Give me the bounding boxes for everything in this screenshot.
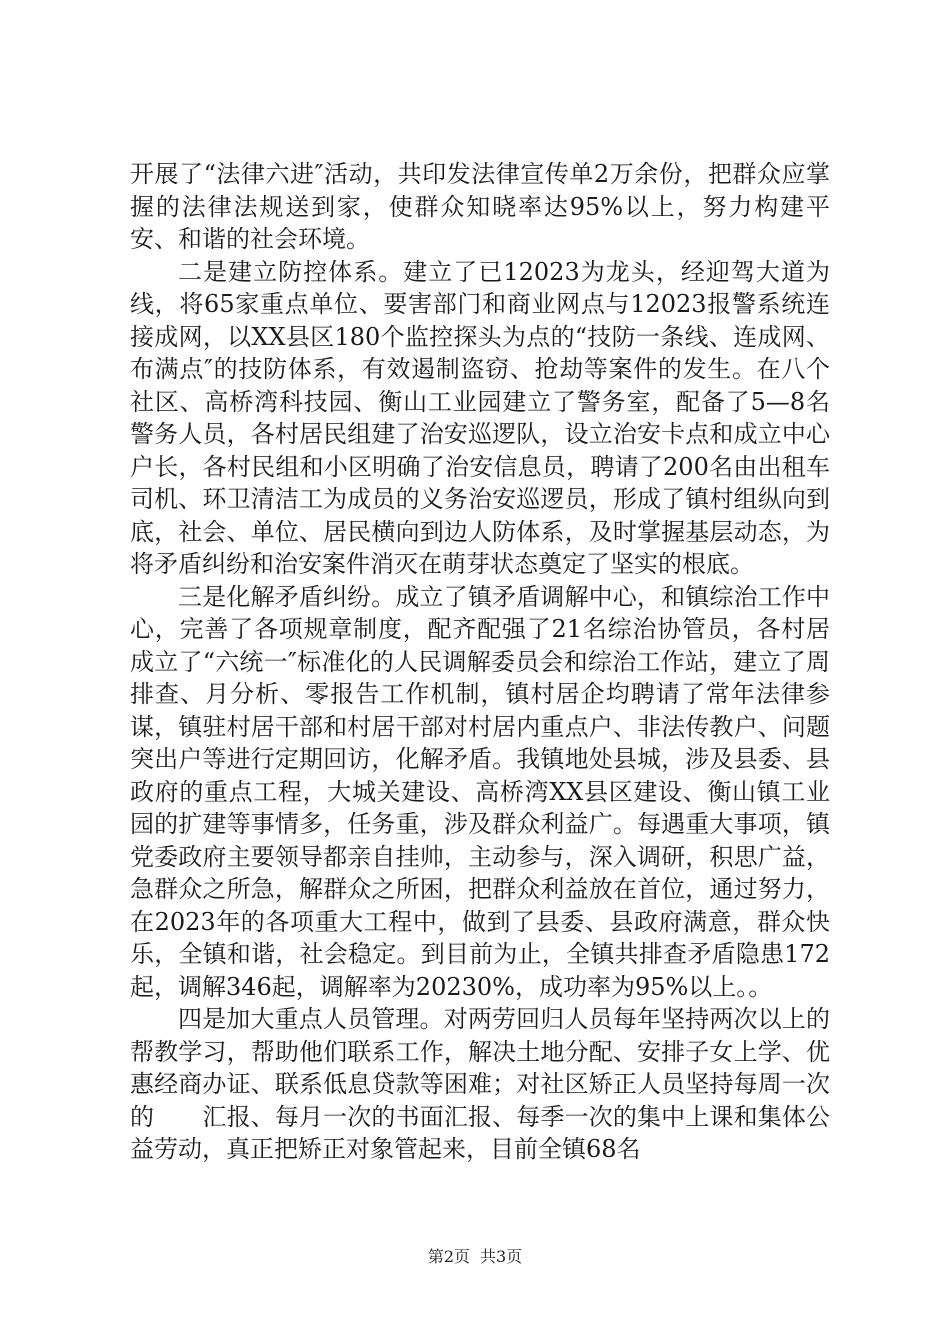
paragraph-continuation: 开展了“法律六进″活动，共印发法律宣传单2万余份，把群众应掌握的法律法规送到家，使群众知晓率达95%以上，努力构建平安、和谐的社会环境。: [130, 160, 830, 253]
paragraph-key-personnel: 四是加大重点人员管理。对两劳回归人员每年坚持两次以上的帮教学习，帮助他们联系工作，解决土地分配、安排子女上学、优惠经商办证、联系低息贷款等困难；对社区矫正人员坚持每周一次的 汇报、每月一次的书面汇报、每季一次的集中上课和集体公益劳动，真正把矫正对象管起来，目前全镇68名: [130, 1005, 830, 1163]
page-number: 第2页: [427, 1247, 470, 1266]
paragraph-prevention-system: 二是建立防控体系。建立了已12023为龙头，经迎驾大道为线，将65家重点单位、要害部门和商业网点与12023报警系统连接成网，以XX县区180个监控探头为点的“技防一条线、连成网、布满点″的技防体系，有效遏制盗窃、抢劫等案件的发生。在八个社区、高桥湾科技园、衡山工业园建立了警务室，配备了5—8名警务人员，各村居民组建了治安巡逻队，设立治安卡点和成立中心户长，各村民组和小区明确了治安信息员，聘请了200名由出租车司机、环卫清洁工为成员的义务治安巡逻员，形成了镇村组纵向到底，社会、单位、居民横向到边人防体系，及时掌握基层动态，为将矛盾纠纷和治安案件消灭在萌芽状态奠定了坚实的根底。: [130, 257, 830, 578]
page-footer: [0, 1244, 950, 1267]
body-text: [130, 158, 830, 1166]
paragraph-dispute-resolution: 三是化解矛盾纠纷。成立了镇矛盾调解中心，和镇综治工作中心，完善了各项规章制度，配齐配强了21名综治协管员，各村居成立了“六统一″标准化的人民调解委员会和综治工作站，建立了周排查、月分析、零报告工作机制，镇村居企均聘请了常年法律参谋，镇驻村居干部和村居干部对村居内重点户、非法传教户、问题突出户等进行定期回访，化解矛盾。我镇地处县城，涉及县委、县政府的重点工程，大城关建设、高桥湾XX县区建设、衡山镇工业园的扩建等事情多，任务重，涉及群众利益广。每遇重大事项，镇党委政府主要领导都亲自挂帅，主动参与，深入调研，积思广益，急群众之所急，解群众之所困，把群众利益放在首位，通过努力，在2023年的各项重大工程中，做到了县委、县政府满意，群众快乐，全镇和谐，社会稳定。到目前为止，全镇共排查矛盾隐患172起，调解346起，调解率为20230%，成功率为95%以上。。: [130, 582, 830, 1001]
page-total: 共3页: [480, 1247, 523, 1266]
